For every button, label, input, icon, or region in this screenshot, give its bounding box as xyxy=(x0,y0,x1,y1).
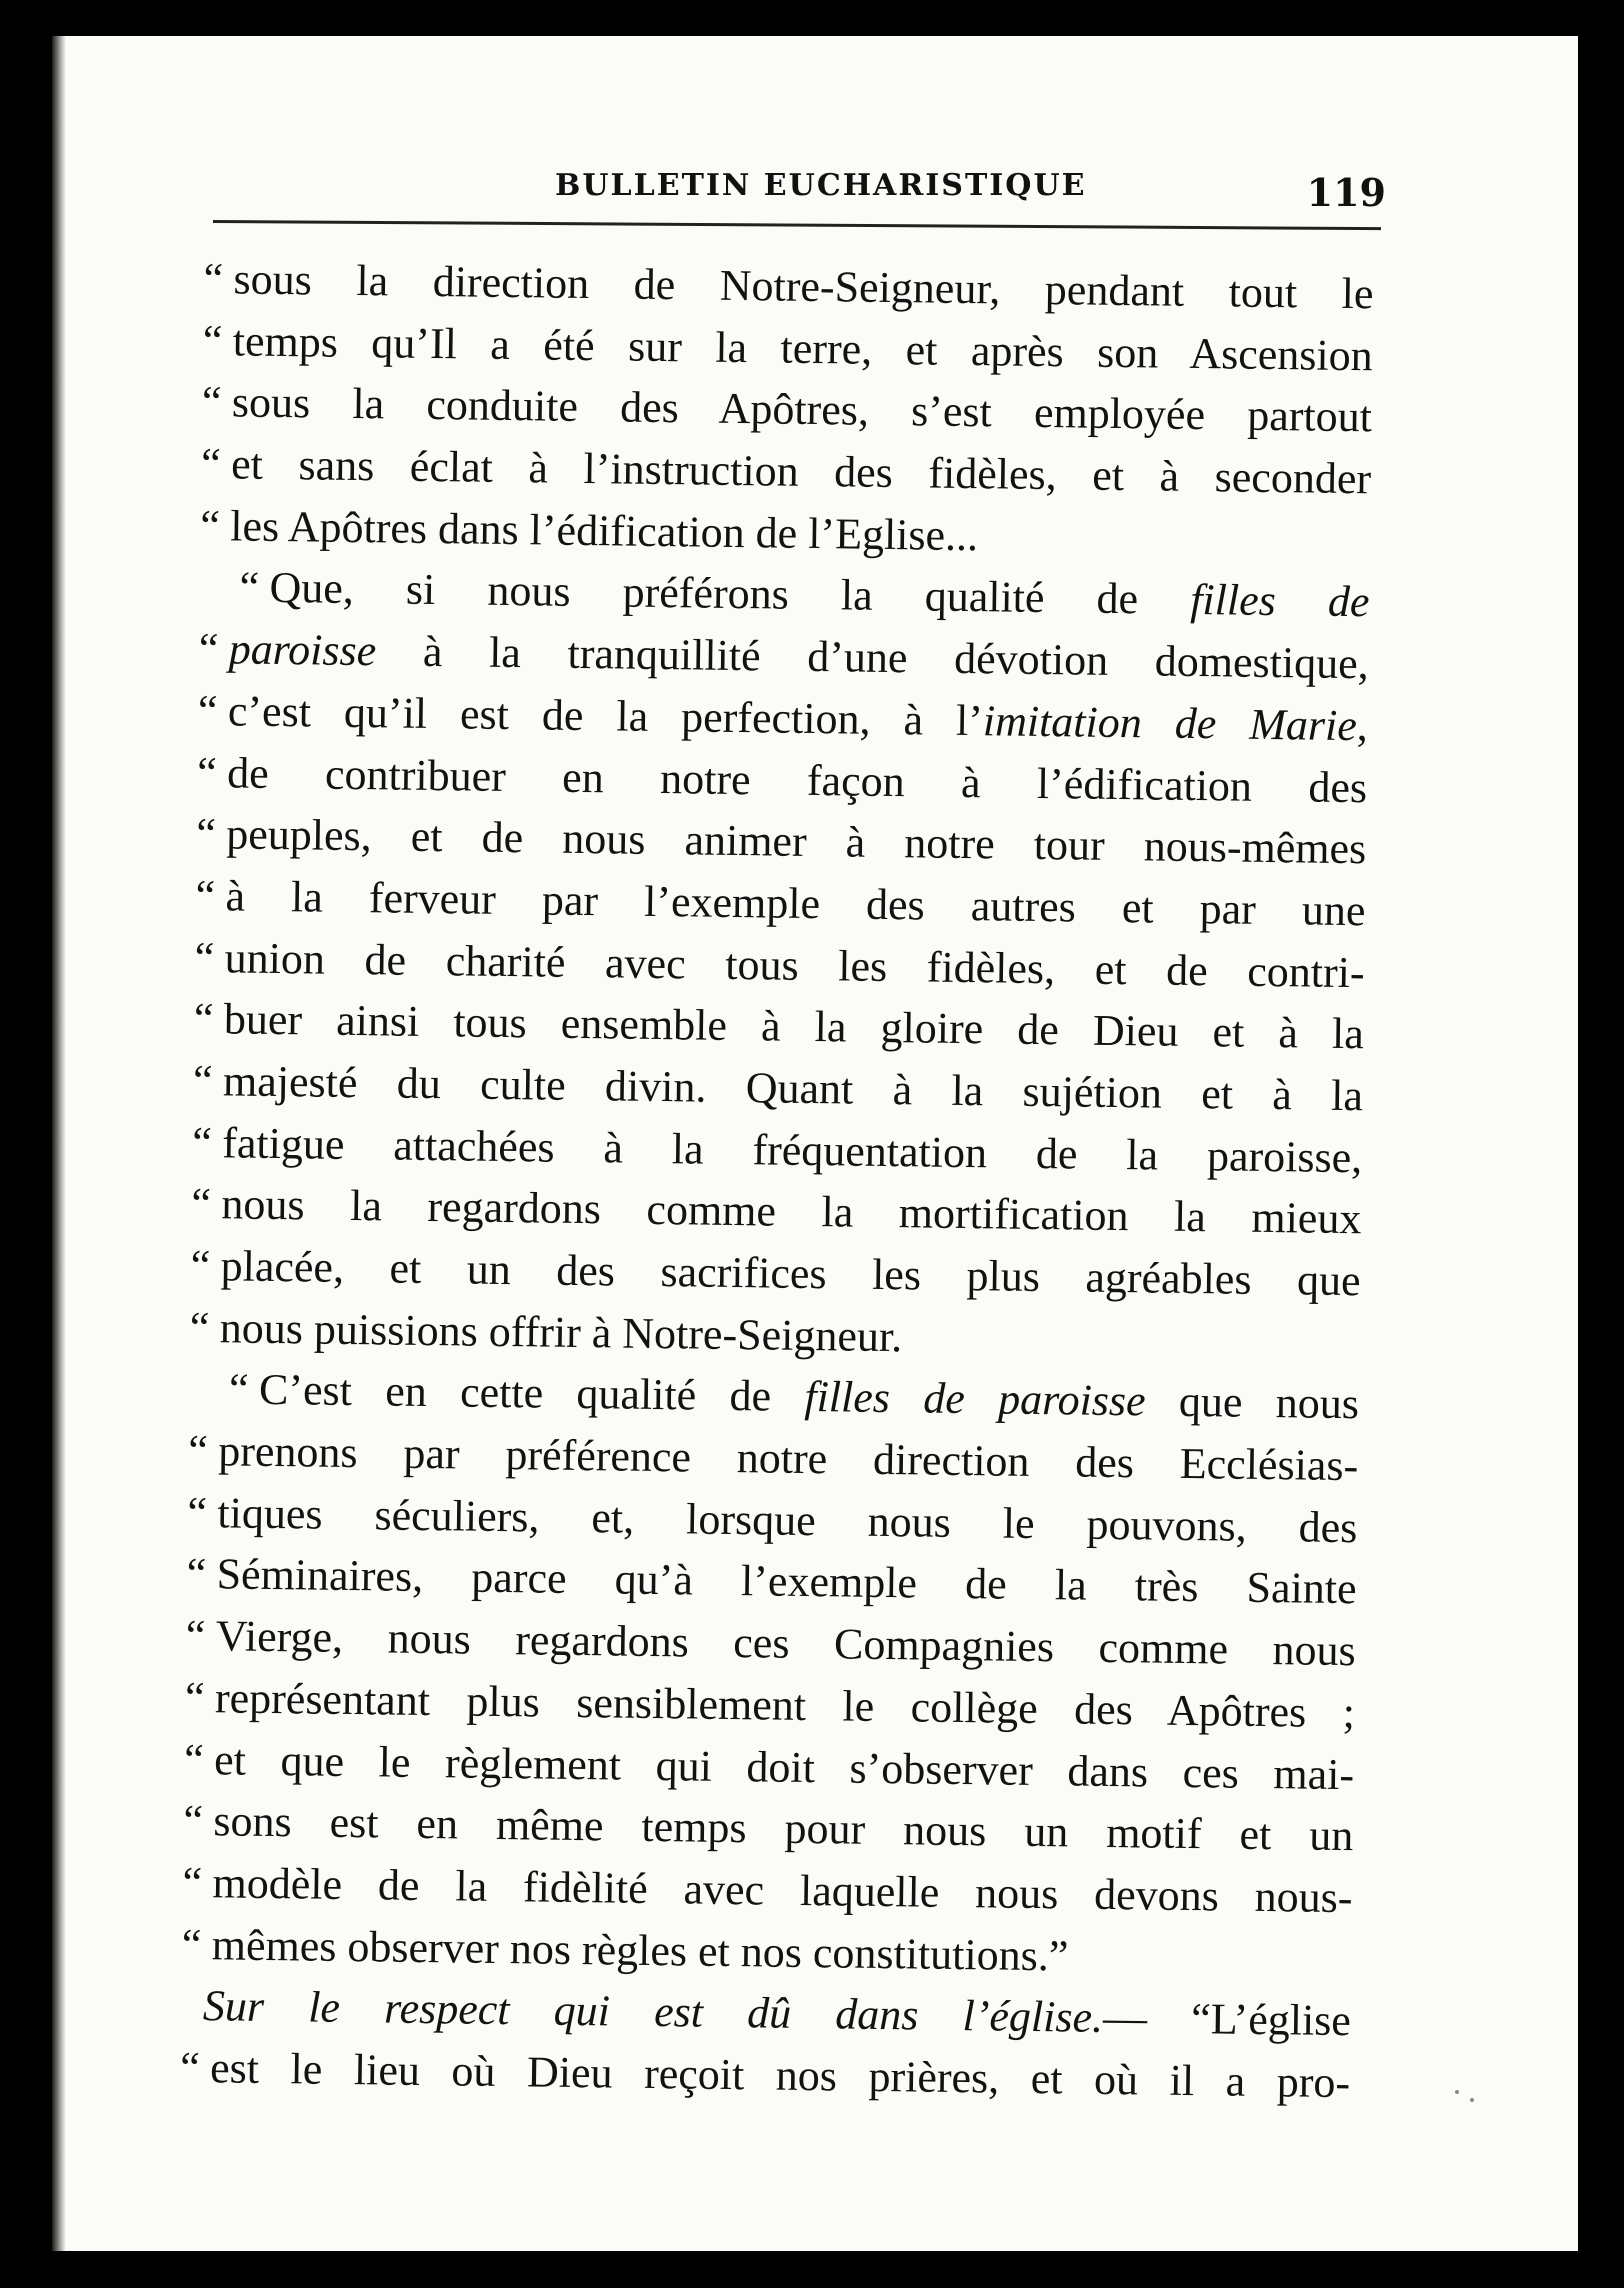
page-header xyxy=(210,148,1390,228)
italic-phrase: paroisse xyxy=(228,624,377,676)
italic-phrase: imitation de Marie xyxy=(982,696,1358,750)
text-line-paragraph-start: “ C’est en cette qualité de filles de paroisse que nous xyxy=(189,1358,1360,1435)
text-line: “ Vierge, nous regardons ces Compagnies comme nous xyxy=(185,1605,1356,1682)
opening-quote: “ xyxy=(201,377,222,427)
opening-quote: “ xyxy=(192,1055,213,1106)
text-line: “ nous la regardons comme la mortification la mieux xyxy=(191,1173,1362,1250)
text-line: “ paroisse à la tranquillité d’une dévotion domestique, xyxy=(198,618,1369,695)
text-line-section-heading: Sur le respect qui est dû dans l’église.— “L’église xyxy=(202,1981,1352,2046)
opening-quote: “ xyxy=(203,253,224,304)
opening-quote: “ xyxy=(183,1796,204,1846)
opening-quote: “ xyxy=(196,747,217,797)
text-line: “ et sans éclat à l’instruction des fidèles, et à seconder xyxy=(201,433,1372,510)
opening-quote: “ xyxy=(197,685,218,736)
running-title: BULLETIN EUCHARISTIQUE xyxy=(555,168,1087,203)
italic-phrase: filles de xyxy=(1189,575,1370,627)
opening-quote: “ xyxy=(181,1919,202,1969)
opening-quote: “ xyxy=(196,809,217,859)
text-line: “ représentant plus sensiblement le collège des Apôtres ; xyxy=(185,1667,1356,1744)
text-line: “ fatigue attachées à la fréquentation de la paroisse, xyxy=(192,1112,1363,1189)
italic-phrase: filles de paroisse xyxy=(804,1372,1146,1426)
text-line: “ sous la direction de Notre-Seigneur, pendant tout le xyxy=(203,248,1374,325)
text-line: “ est le lieu où Dieu reçoit nos prières, et où il a pro- xyxy=(180,2037,1351,2114)
scan-speck xyxy=(1455,2090,1459,2094)
text-line: “ les Apôtres dans l’édification de l’Eglise... xyxy=(200,495,1371,572)
text-line: “ modèle de la fidèlité avec laquelle nous devons nous- xyxy=(182,1852,1353,1929)
text-line-paragraph-start: “ Que, si nous préférons la qualité de filles de xyxy=(199,556,1370,633)
text-line: “ prenons par préférence notre direction des Ecclésias- xyxy=(188,1420,1359,1497)
opening-quote: “ xyxy=(191,1179,212,1229)
text-line: “ majesté du culte divin. Quant à la sujétion et à la xyxy=(193,1050,1364,1127)
text-line: “ sous la conduite des Apôtres, s’est employée partout xyxy=(202,371,1373,448)
opening-quote: “ xyxy=(189,1302,210,1352)
opening-quote: “ xyxy=(193,994,214,1044)
opening-quote: “ xyxy=(190,1240,211,1291)
scan-speck xyxy=(1470,2098,1474,2102)
text-line: “ Séminaires, parce qu’à l’exemple de la très Sainte xyxy=(186,1543,1357,1620)
opening-quote: “ xyxy=(195,870,216,921)
opening-quote: “ xyxy=(187,1425,209,1476)
page-number: 119 xyxy=(1306,170,1386,215)
text-line: “ de contribuer en notre façon à l’édification des xyxy=(197,741,1368,818)
text-line: “ temps qu’Il a été sur la terre, et après son Ascension xyxy=(202,310,1373,387)
page-gutter-shadow xyxy=(52,36,66,2251)
text-line: “ tiques séculiers, et, lorsque nous le pouvons, des xyxy=(187,1482,1358,1559)
opening-quote: “ xyxy=(200,500,221,550)
text-line: “ placée, et un des sacrifices les plus agréables que xyxy=(190,1235,1361,1312)
opening-quote: “ xyxy=(200,439,222,489)
opening-quote: “ xyxy=(198,624,219,674)
opening-quote: “ xyxy=(187,1487,208,1537)
opening-quote: “ xyxy=(179,2042,201,2093)
text-line: “ nous puissions offrir à Notre-Seigneur. xyxy=(189,1297,1360,1374)
text-line: “ sons est en même temps pour nous un motif et un xyxy=(183,1790,1354,1867)
italic-section-title: Sur le respect qui est dû dans l’église. xyxy=(202,1981,1104,2043)
opening-quote: “ xyxy=(194,932,215,982)
opening-quote: “ xyxy=(228,1364,249,1415)
opening-quote: “ xyxy=(183,1734,205,1784)
opening-quote: “ xyxy=(202,315,223,365)
text-line: “ union de charité avec tous les fidèles, et de contri- xyxy=(194,927,1365,1004)
text-line: “ buer ainsi tous ensemble à la gloire de Dieu et à la xyxy=(194,988,1365,1065)
body-text xyxy=(180,248,1374,2114)
opening-quote: “ xyxy=(185,1611,206,1661)
text-line: “ à la ferveur par l’exemple des autres et par une xyxy=(195,865,1366,942)
opening-quote: “ xyxy=(239,562,260,613)
opening-quote: “ xyxy=(184,1672,205,1722)
opening-quote: “ xyxy=(182,1857,203,1907)
opening-quote: “ xyxy=(186,1549,207,1599)
text-line: “ et que le règlement qui doit s’observer dans ces mai- xyxy=(184,1728,1355,1805)
text-line: “ peuples, et de nous animer à notre tour nous-mêmes xyxy=(196,803,1367,880)
opening-quote: “ xyxy=(191,1117,213,1167)
text-line: “ c’est qu’il est de la perfection, à l’imitation de Marie, xyxy=(198,680,1369,757)
text-line: “ mêmes observer nos règles et nos constitutions.” xyxy=(181,1913,1352,1990)
